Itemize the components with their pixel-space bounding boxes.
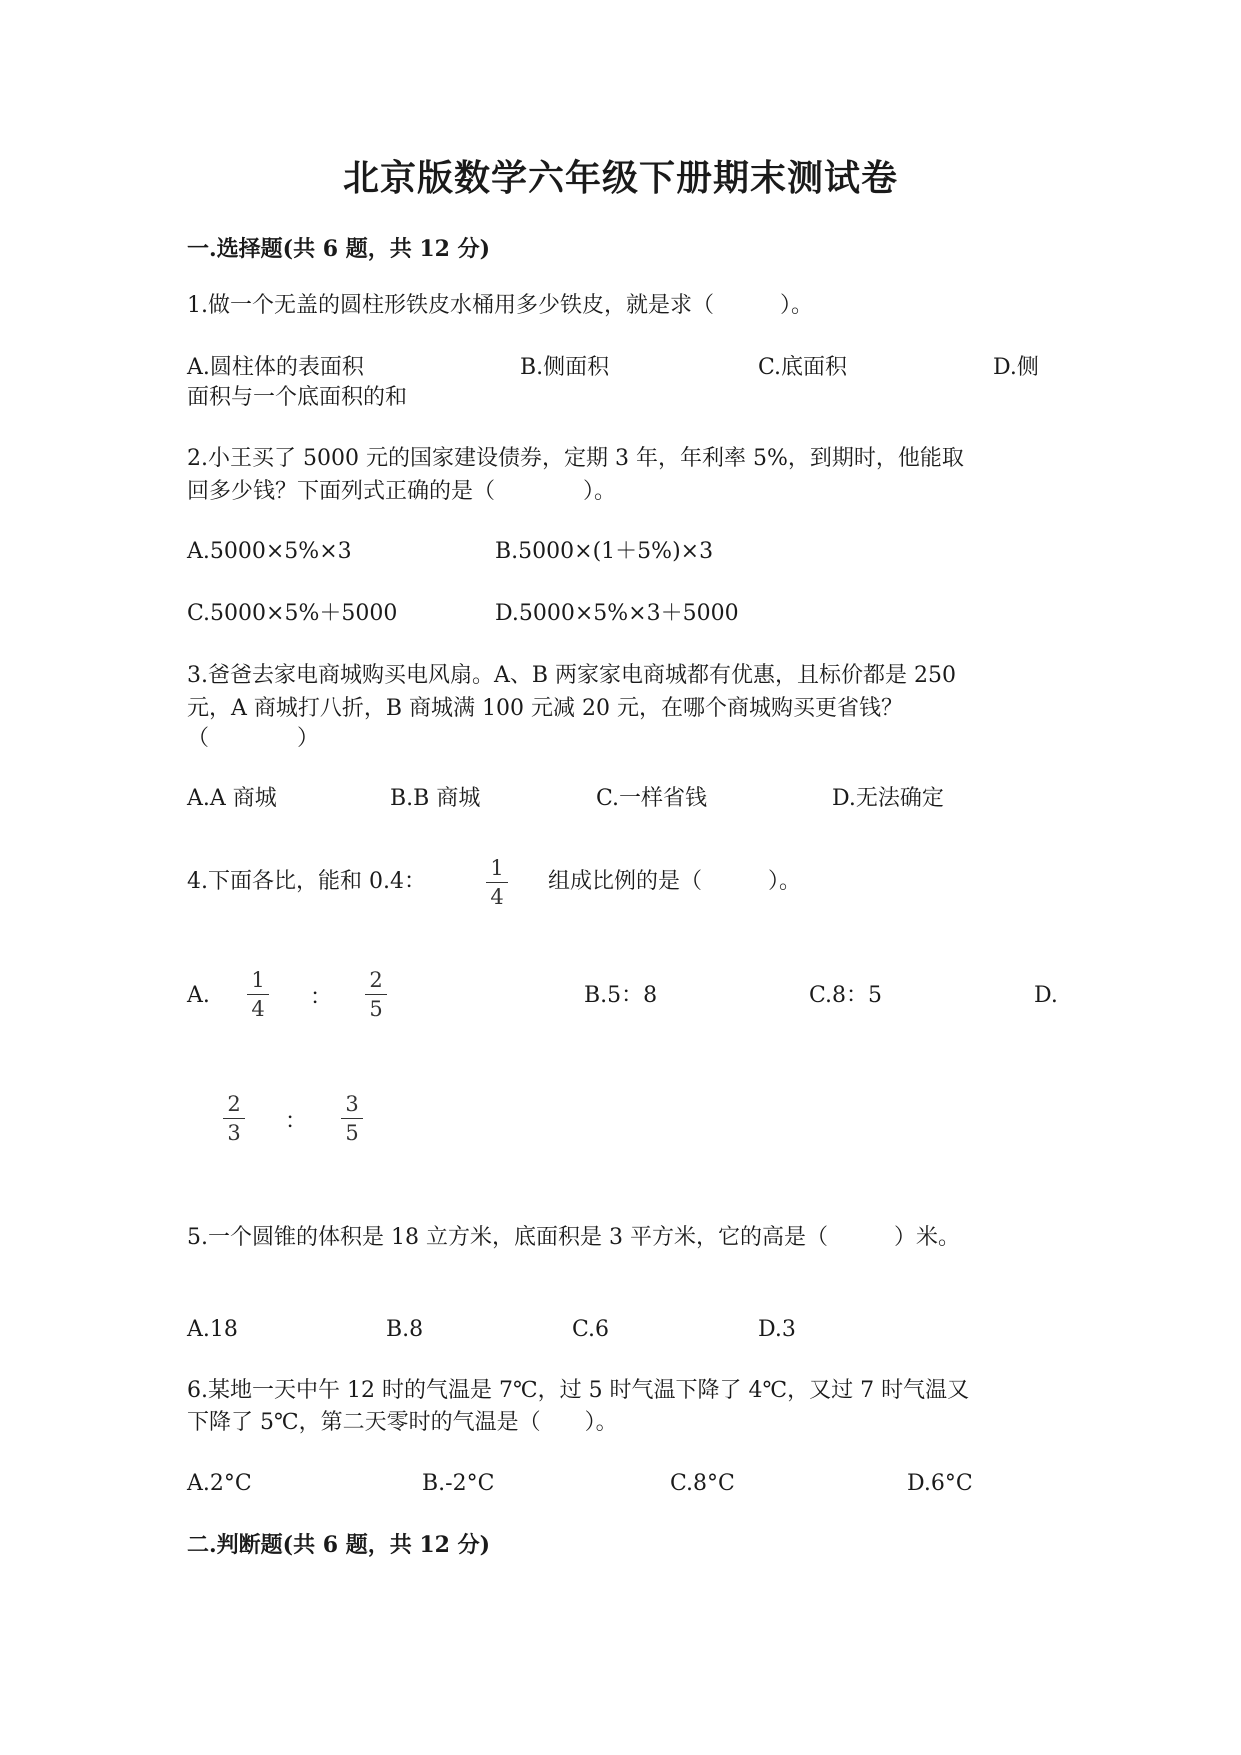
question-6-option-d[interactable]: D.6°C bbox=[907, 1471, 973, 1496]
section-heading-judgement: 二.判断题(共 6 题，共 12 分) bbox=[187, 1532, 491, 1558]
question-2-option-a[interactable]: A.5000×5%×3 bbox=[187, 539, 352, 564]
question-5-option-d[interactable]: D.3 bbox=[758, 1317, 796, 1342]
question-6-option-c[interactable]: C.8°C bbox=[670, 1471, 735, 1496]
question-4-fraction: 1 4 bbox=[482, 856, 512, 909]
question-1-option-d-continued: 面积与一个底面积的和 bbox=[187, 385, 408, 410]
question-3-option-d[interactable]: D.无法确定 bbox=[832, 786, 944, 811]
question-1-text: 1.做一个无盖的圆柱形铁皮水桶用多少铁皮，就是求（ ）。 bbox=[187, 293, 813, 318]
question-2-text-line-2: 回多少钱？下面列式正确的是（ ）。 bbox=[187, 479, 617, 504]
question-3-option-b[interactable]: B.B 商城 bbox=[390, 786, 481, 811]
question-4-option-b[interactable]: B.5：8 bbox=[584, 983, 658, 1008]
question-6-text-line-2: 下降了 5℃，第二天零时的气温是（ ）。 bbox=[187, 1410, 618, 1435]
question-4-text-suffix: 组成比例的是（ ）。 bbox=[548, 869, 802, 894]
question-4-text-prefix: 4.下面各比，能和 0.4： bbox=[187, 869, 426, 894]
question-5-text: 5.一个圆锥的体积是 18 立方米，底面积是 3 平方米，它的高是（ ）米。 bbox=[187, 1225, 960, 1250]
question-4-option-a-label[interactable]: A. bbox=[187, 983, 210, 1008]
question-4-option-c[interactable]: C.8：5 bbox=[809, 983, 883, 1008]
page-title: 北京版数学六年级下册期末测试卷 bbox=[342, 157, 898, 199]
question-5-option-b[interactable]: B.8 bbox=[386, 1317, 424, 1342]
question-6-text-line-1: 6.某地一天中午 12 时的气温是 7℃，过 5 时气温下降了 4℃，又过 7 时气温又 bbox=[187, 1378, 970, 1403]
question-6-option-a[interactable]: A.2°C bbox=[187, 1471, 252, 1496]
question-5-option-a[interactable]: A.18 bbox=[187, 1317, 238, 1342]
question-2-option-d[interactable]: D.5000×5%×3＋5000 bbox=[495, 601, 739, 626]
question-6-option-b[interactable]: B.-2°C bbox=[422, 1471, 495, 1496]
question-4-option-d-fraction-1: 2 3 bbox=[219, 1092, 249, 1145]
question-5-option-c[interactable]: C.6 bbox=[572, 1317, 610, 1342]
question-3-option-c[interactable]: C.一样省钱 bbox=[596, 786, 708, 811]
question-1-option-b[interactable]: B.侧面积 bbox=[520, 355, 610, 380]
question-1-option-d[interactable]: D.侧 bbox=[993, 355, 1039, 380]
question-4-option-a-fraction-2: 2 5 bbox=[361, 968, 391, 1021]
question-4-option-a-colon: ： bbox=[310, 985, 333, 1010]
question-3-option-a[interactable]: A.A 商城 bbox=[187, 786, 277, 811]
question-4-option-d-fraction-2: 3 5 bbox=[337, 1092, 367, 1145]
question-2-text-line-1: 2.小王买了 5000 元的国家建设债券，定期 3 年，年利率 5%，到期时，他能取 bbox=[187, 446, 964, 471]
question-3-text-line-1: 3.爸爸去家电商城购买电风扇。A、B 两家家电商城都有优惠，且标价都是 250 bbox=[187, 663, 957, 688]
question-3-text-line-2: 元，A 商城打八折，B 商城满 100 元减 20 元，在哪个商城购买更省钱？ bbox=[187, 696, 904, 721]
question-4-option-a-fraction-1: 1 4 bbox=[243, 968, 273, 1021]
question-1-option-a[interactable]: A.圆柱体的表面积 bbox=[187, 355, 364, 380]
question-2-option-b[interactable]: B.5000×(1＋5%)×3 bbox=[495, 539, 714, 564]
question-4-option-d-label[interactable]: D. bbox=[1034, 983, 1058, 1008]
question-3-text-line-3: （ ） bbox=[187, 726, 320, 751]
question-2-option-c[interactable]: C.5000×5%＋5000 bbox=[187, 601, 398, 626]
section-heading-choice: 一.选择题(共 6 题，共 12 分) bbox=[187, 236, 491, 262]
question-4-option-d-colon: ： bbox=[285, 1109, 308, 1134]
question-1-option-c[interactable]: C.底面积 bbox=[758, 355, 848, 380]
